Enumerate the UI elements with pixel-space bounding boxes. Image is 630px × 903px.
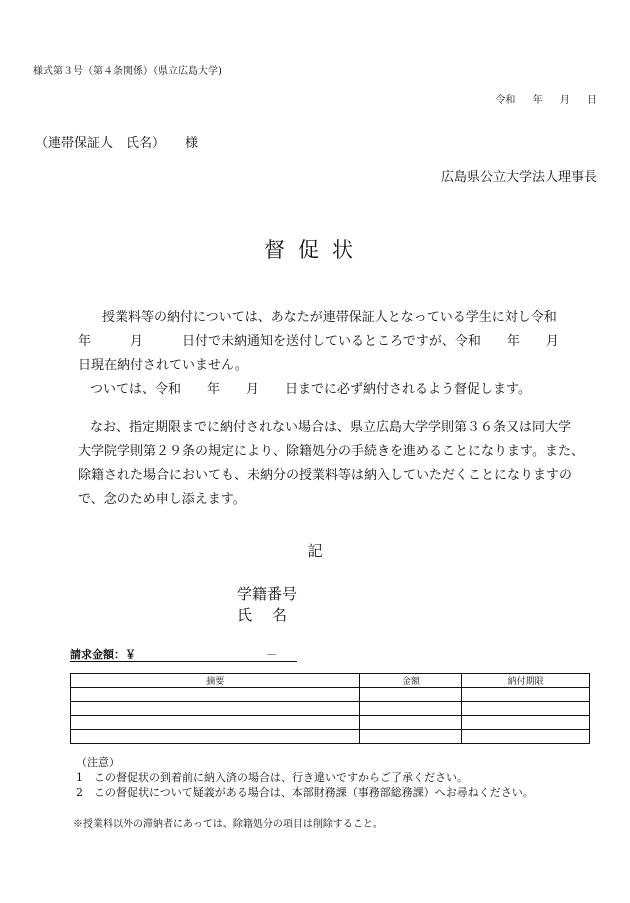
- para3-line1: なお、指定期限までに納付されない場合は、県立広島大学学則第３６条又は同大学: [90, 420, 572, 435]
- billed-amount: [70, 646, 297, 662]
- table-header-row: [71, 674, 590, 688]
- student-name-label: 氏名: [237, 606, 308, 624]
- table-cell: [71, 730, 360, 744]
- note-item-1: 1 この督促状の到着前に納入済の場合は、行き違いですからご了承ください。: [76, 771, 468, 784]
- issuer-name: 広島県公立大学法人理事長: [440, 170, 597, 185]
- col-due-date: 納付期限: [462, 674, 590, 688]
- student-number-label: 学籍番号: [237, 585, 298, 603]
- recipient-honorific: 様: [185, 136, 199, 151]
- footnote: ※授業料以外の滞納者にあっては、除籍処分の項目は削除すること。: [73, 819, 383, 830]
- table-cell: [462, 730, 590, 744]
- table-cell: [462, 688, 590, 702]
- form-number: 様式第３号（第４条関係）（県立広島大学): [33, 66, 222, 77]
- col-amount: 金額: [360, 674, 462, 688]
- billed-amount-label: 請求金額：￥: [70, 648, 136, 661]
- para3-line2: 大学院学則第２９条の規定により、除籍処分の手続きを進めることになります。また、: [78, 444, 584, 459]
- table-cell: [71, 702, 360, 716]
- recipient-label: （連帯保証人 氏名）: [35, 136, 166, 151]
- para3-line3: 除籍された場合においても、未納分の授業料等は納入していただくことになりますの: [78, 468, 573, 483]
- para2: ついては、令和 年 月 日までに必ず納付されるよう督促します。: [90, 382, 531, 397]
- notice-body: [78, 306, 598, 512]
- table-cell: [71, 716, 360, 730]
- note-item-2: 2 この督促状について疑義がある場合は、本部財務課（事務部総務課）へお尋ねください。: [76, 786, 534, 799]
- table-cell: [360, 688, 462, 702]
- table-row: [71, 702, 590, 716]
- invoice-table: [70, 673, 590, 744]
- table-row: [71, 716, 590, 730]
- page-title: 督促状: [264, 238, 366, 262]
- table-cell: [360, 702, 462, 716]
- notes-heading: （注意）: [76, 756, 120, 769]
- table-cell: [462, 716, 590, 730]
- table-cell: [360, 716, 462, 730]
- col-description: 摘要: [71, 674, 360, 688]
- table-row: [71, 730, 590, 744]
- notes-section: [76, 755, 534, 800]
- table-cell: [71, 688, 360, 702]
- billed-amount-dash: －: [266, 648, 277, 661]
- date-year: 年: [532, 95, 543, 106]
- date-month: 月: [559, 95, 570, 106]
- para3-line4: で、念のため申し添えます。: [78, 492, 246, 507]
- para1-line2: 年 月 日付で未納通知を送付しているところですが、令和 年 月: [78, 334, 559, 349]
- table-cell: [360, 730, 462, 744]
- table-cell: [462, 702, 590, 716]
- date-era: 令和: [495, 95, 516, 106]
- issue-date: [495, 91, 597, 106]
- table-row: [71, 688, 590, 702]
- recipient-line: [35, 132, 198, 151]
- para1-line1: 授業料等の納付については、あなたが連帯保証人となっている学生に対し令和: [102, 310, 557, 325]
- date-day: 日: [587, 95, 597, 106]
- ki-heading: 記: [307, 542, 323, 560]
- para1-line3: 日現在納付されていません。: [78, 358, 248, 373]
